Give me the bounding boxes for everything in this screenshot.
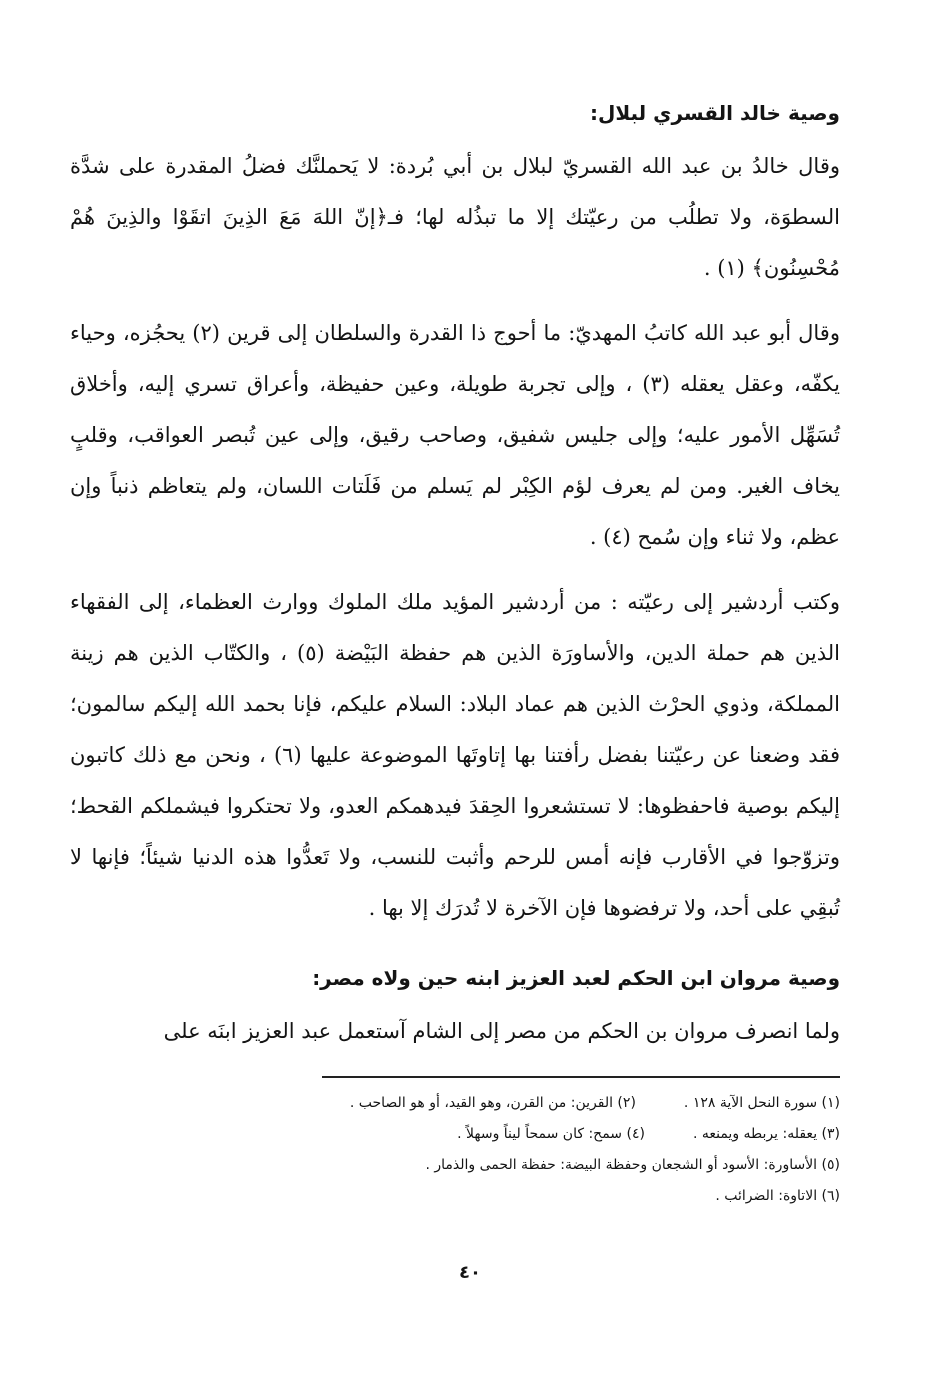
footnote-divider bbox=[322, 1076, 840, 1078]
footnote-5: (٥) الأساورة: الأسود أو الشجعان وحفظة البيضة: حفظة الحمى والذمار . bbox=[425, 1157, 840, 1173]
section-heading-marwan: وصية مروان ابن الحكم لعبد العزيز ابنه حين ولاه مصر: bbox=[312, 966, 840, 990]
page-number: ٤٠ bbox=[459, 1262, 481, 1283]
footnote-6: (٦) الاتاوة: الضرائب . bbox=[715, 1188, 840, 1204]
footnote-3: (٣) يعقله: يربطه ويمنعه . bbox=[692, 1126, 840, 1142]
paragraph-marwan: ولما انصرف مروان بن الحكم من مصر إلى الشام آستعمل عبد العزيز ابنَه على bbox=[163, 1019, 840, 1043]
footnote-row bbox=[170, 1119, 840, 1150]
section-heading-khalid: وصية خالد القسري لبلال: bbox=[589, 101, 840, 125]
paragraph-ardashir: وكتب أردشير إلى رعيّته : من أردشير المؤيد ملك الملوك ووارث العظماء، إلى الفقهاء الذين هم حملة الدين، والأساورَة الذين هم حفظة البَيْضة (٥) ، والكتّاب الذين هم زينة المملكة، وذوي الحرْث الذين هم عماد البلاد: السلام عليكم، فإنا بحمد الله إليكم سالمون؛ فقد وضعنا عن رعيّتنا بفضل رأفتنا بها إتاوتَها الموضوعة عليها (٦) ، ونحن مع ذلك كاتبون إليكم بوصية فاحفظوها: لا تستشعروا الحِقدَ فيدهمكم العدو، ولا تحتكروا فيشملكم القحط؛ وتزوّجوا في الأقارب فإنه أمس للرحم وأثبت للنسب، ولا تَعدُّوا هذه الدنيا شيئاً؛ فإنها لا تُبقِي على أحد، ولا ترفضوها فإن الآخرة لا تُدرَك إلا بها . bbox=[70, 590, 840, 920]
footnote-row bbox=[170, 1181, 840, 1212]
paragraph-abu-abdallah: وقال أبو عبد الله كاتبُ المهديّ: ما أحوج ذا القدرة والسلطان إلى قرين (٢) يحجُزه، وحياء يكفّه، وعقل يعقله (٣) ، وإلى تجربة طويلة، وعين حفيظة، وأعراق تسري إليه، وأخلاق تُسَهِّل الأمور عليه؛ وإلى جليس شفيق، وصاحب رقيق، وإلى عين تُبصر العواقب، وقلبٍ يخاف الغير. ومن لم يعرف لؤم الكِبْر لم يَسلم من فَلَتات اللسان، ولم يتعاظم ذنباً وإن عظم، ولا ثناء وإن سُمح (٤) . bbox=[70, 321, 841, 549]
footnote-4: (٤) سمح: كان سمحاً ليناً وسهلاً . bbox=[457, 1126, 645, 1142]
footnotes bbox=[170, 1088, 840, 1212]
footnote-row bbox=[170, 1150, 840, 1181]
footnote-2: (٢) القرين: من القرن، وهو القيد، أو هو الصاحب . bbox=[349, 1095, 636, 1111]
paragraph-khalid: وقال خالدُ بن عبد الله القسريّ لبلال بن أبي بُردة: لا يَحملنَّك فضلُ المقدرة على شدَّة السطوَة، ولا تطلُب من رعيّتك إلا ما تبذُله لها؛ فـ﴿إنّ اللهَ مَعَ الذِينَ اتقَوْا والذِينَ هُمْ مُحْسِنُون﴾ (١) . bbox=[70, 154, 840, 280]
footnote-row bbox=[170, 1088, 840, 1119]
page-body bbox=[70, 95, 840, 1071]
footnote-1: (١) سورة النحل الآية ١٢٨ . bbox=[683, 1095, 840, 1111]
